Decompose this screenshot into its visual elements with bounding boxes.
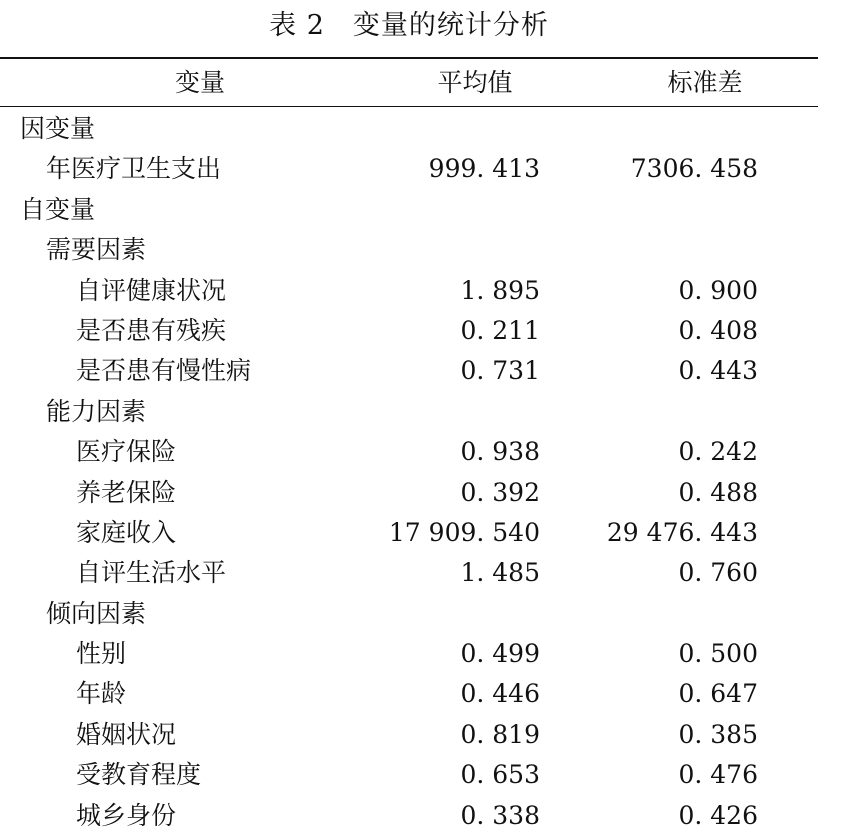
table-row [0,432,846,472]
row-label: 自评健康状况 [76,275,227,305]
table-row [0,271,846,311]
row-label: 性别 [76,639,127,669]
header-rule [0,106,818,107]
row-mean: 1. 895 [460,275,540,305]
header-variable: 变量 [174,68,225,97]
table-row [0,190,846,230]
row-sd: 29 476. 443 [606,517,758,547]
row-sd: 0. 760 [678,558,758,588]
table-row [0,513,846,553]
row-sd: 0. 385 [678,719,758,749]
row-label: 自评生活水平 [76,558,227,588]
row-label: 因变量 [20,114,96,143]
top-rule [0,57,818,59]
row-label: 城乡身份 [76,800,177,830]
table-row [0,351,846,391]
row-mean: 0. 731 [460,356,540,386]
row-label: 家庭收入 [76,517,177,547]
row-sd: 0. 900 [678,275,758,305]
table-row [0,634,846,674]
row-label: 年龄 [76,679,127,709]
row-label: 能力因素 [46,396,147,426]
table-row [0,109,846,149]
row-mean: 0. 446 [460,679,540,709]
table-body [0,109,846,836]
row-mean: 0. 499 [460,639,540,669]
row-label: 养老保险 [76,477,177,507]
row-sd: 7306. 458 [630,154,758,184]
row-label: 倾向因素 [46,598,147,628]
row-label: 年医疗卫生支出 [46,154,222,184]
table-row [0,594,846,634]
table-title: 表 2 变量的统计分析 [269,10,549,41]
header-mean: 平均值 [437,68,513,97]
row-mean: 17 909. 540 [388,517,540,547]
row-label: 医疗保险 [76,437,177,467]
row-mean: 0. 653 [460,760,540,790]
row-mean: 1. 485 [460,558,540,588]
row-mean: 0. 211 [460,315,540,345]
row-label: 受教育程度 [76,760,202,790]
row-sd: 0. 500 [678,639,758,669]
table-row [0,149,846,189]
row-sd: 0. 488 [678,477,758,507]
row-mean: 0. 338 [460,800,540,830]
table-row [0,755,846,795]
row-label: 是否患有残疾 [76,315,227,345]
row-mean: 0. 938 [460,437,540,467]
table-row [0,230,846,270]
table-row [0,553,846,593]
header-sd: 标准差 [667,68,743,97]
row-mean: 0. 819 [460,719,540,749]
table-row [0,473,846,513]
row-sd: 0. 242 [678,437,758,467]
table-row [0,311,846,351]
row-mean: 999. 413 [428,154,540,184]
row-sd: 0. 408 [678,315,758,345]
row-sd: 0. 426 [678,800,758,830]
table-row [0,392,846,432]
row-label: 是否患有慢性病 [76,356,252,386]
row-label: 需要因素 [46,235,147,265]
row-label: 婚姻状况 [76,719,177,749]
row-label: 自变量 [20,194,96,224]
table-row [0,715,846,755]
row-sd: 0. 647 [678,679,758,709]
row-sd: 0. 443 [678,356,758,386]
row-mean: 0. 392 [460,477,540,507]
table-row [0,796,846,836]
row-sd: 0. 476 [678,760,758,790]
table-row [0,674,846,714]
